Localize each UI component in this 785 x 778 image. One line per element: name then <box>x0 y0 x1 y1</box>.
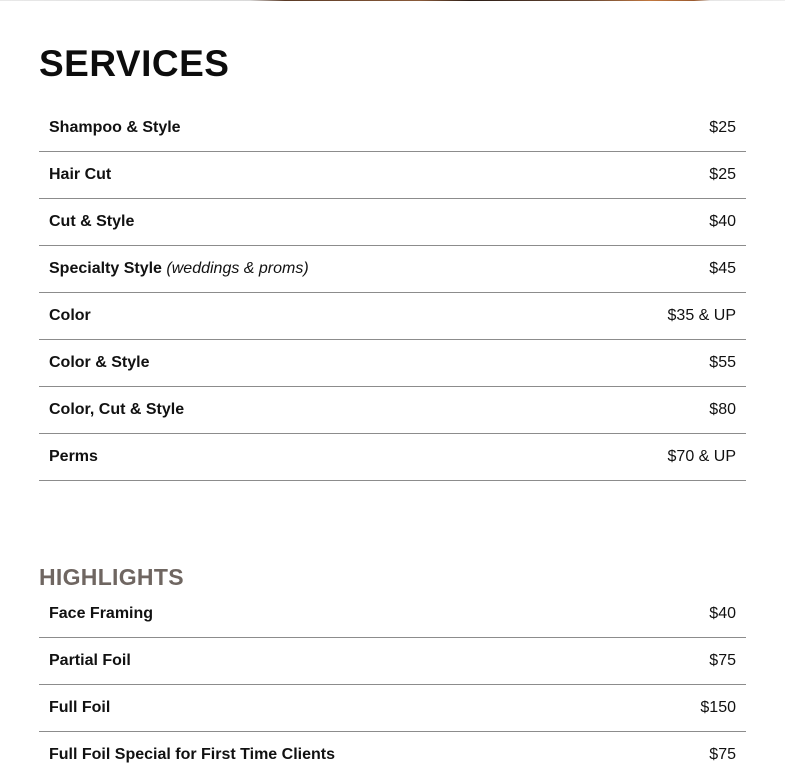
highlight-name: Partial Foil <box>39 638 656 685</box>
table-row <box>39 638 746 685</box>
highlight-price: $75 <box>656 732 746 778</box>
highlight-name: Full Foil Special for First Time Clients <box>39 732 656 778</box>
table-row <box>39 732 746 778</box>
highlight-name: Full Foil <box>39 685 656 732</box>
hero-image-edge <box>0 0 785 1</box>
table-row <box>39 246 746 293</box>
highlights-heading: HIGHLIGHTS <box>39 564 184 591</box>
highlight-name: Face Framing <box>39 591 656 638</box>
highlight-price: $40 <box>656 591 746 638</box>
service-price: $25 <box>656 105 746 152</box>
service-name: Perms <box>39 434 656 481</box>
highlight-price: $75 <box>656 638 746 685</box>
service-price: $35 & UP <box>656 293 746 340</box>
table-row <box>39 152 746 199</box>
highlights-price-table <box>39 591 746 778</box>
highlight-price: $150 <box>656 685 746 732</box>
service-name: Hair Cut <box>39 152 656 199</box>
table-row <box>39 105 746 152</box>
service-price: $45 <box>656 246 746 293</box>
service-name: Color <box>39 293 656 340</box>
table-row <box>39 591 746 638</box>
service-name: Specialty Style <box>49 260 162 277</box>
service-name: Color & Style <box>39 340 656 387</box>
service-price: $55 <box>656 340 746 387</box>
service-name-cell <box>39 246 656 293</box>
service-price: $40 <box>656 199 746 246</box>
service-name: Cut & Style <box>39 199 656 246</box>
service-price: $80 <box>656 387 746 434</box>
table-row <box>39 434 746 481</box>
table-row <box>39 199 746 246</box>
service-note: (weddings & proms) <box>166 260 308 277</box>
service-price: $25 <box>656 152 746 199</box>
table-row <box>39 293 746 340</box>
table-row <box>39 685 746 732</box>
service-name: Color, Cut & Style <box>39 387 656 434</box>
services-price-table <box>39 105 746 481</box>
table-row <box>39 340 746 387</box>
table-row <box>39 387 746 434</box>
service-name: Shampoo & Style <box>39 105 656 152</box>
service-price: $70 & UP <box>656 434 746 481</box>
services-heading: SERVICES <box>39 43 229 85</box>
